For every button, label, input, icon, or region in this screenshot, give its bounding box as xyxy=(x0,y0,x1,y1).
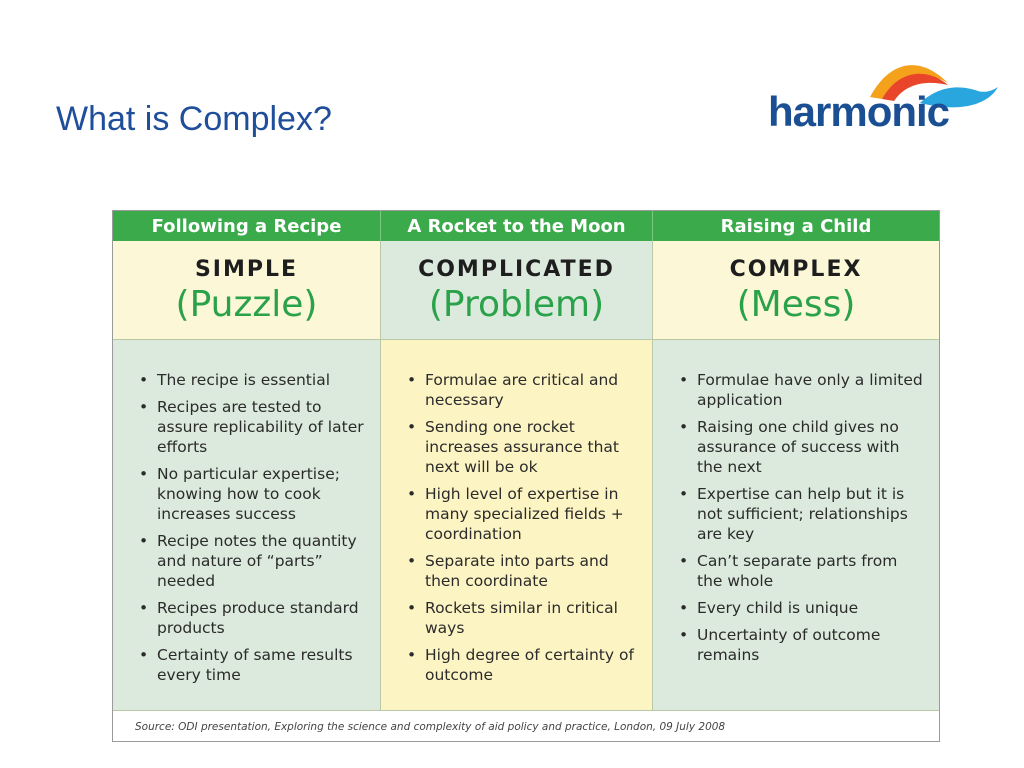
list-item: • Uncertainty of outcome remains xyxy=(677,625,925,665)
body-row xyxy=(113,340,939,710)
logo-wordmark: harmonic xyxy=(768,88,950,135)
list-item: • Formulae have only a limited application xyxy=(677,370,925,410)
type-name: COMPLICATED xyxy=(418,257,615,282)
list-item: • Expertise can help but it is not sufficient; relationships are key xyxy=(677,484,925,544)
list-item: • Rockets similar in critical ways xyxy=(405,598,638,638)
type-subtitle: (Problem) xyxy=(428,284,605,325)
type-row xyxy=(113,241,939,340)
type-cell-complex xyxy=(653,241,939,339)
list-item: • Formulae are critical and necessary xyxy=(405,370,638,410)
body-cell-complex xyxy=(653,340,939,710)
list-item: • Can’t separate parts from the whole xyxy=(677,551,925,591)
type-subtitle: (Mess) xyxy=(736,284,856,325)
list-item: • Recipes are tested to assure replicability of later efforts xyxy=(137,397,366,457)
type-cell-simple xyxy=(113,241,381,339)
table-header-row xyxy=(113,211,939,241)
list-item: • Recipe notes the quantity and nature of “parts” needed xyxy=(137,531,366,591)
list-item: • Raising one child gives no assurance of success with the next xyxy=(677,417,925,477)
body-cell-simple xyxy=(113,340,381,710)
slide-title: What is Complex? xyxy=(56,100,332,138)
list-item: • Separate into parts and then coordinate xyxy=(405,551,638,591)
list-item: • The recipe is essential xyxy=(137,370,366,390)
source-note: Source: ODI presentation, Exploring the science and complexity of aid policy and practice, London, 09 July 2008 xyxy=(113,710,939,742)
list-item: • Sending one rocket increases assurance that next will be ok xyxy=(405,417,638,477)
bullet-list xyxy=(405,370,638,685)
bullet-list xyxy=(677,370,925,665)
type-subtitle: (Puzzle) xyxy=(175,284,318,325)
body-cell-complicated xyxy=(381,340,653,710)
list-item: • No particular expertise; knowing how to cook increases success xyxy=(137,464,366,524)
comparison-table xyxy=(112,210,940,742)
list-item: • Recipes produce standard products xyxy=(137,598,366,638)
list-item: • High level of expertise in many specialized fields + coordination xyxy=(405,484,638,544)
bullet-list xyxy=(137,370,366,685)
type-cell-complicated xyxy=(381,241,653,339)
header-child: Raising a Child xyxy=(720,215,872,237)
list-item: • Certainty of same results every time xyxy=(137,645,366,685)
harmonic-logo xyxy=(768,55,1003,140)
list-item: • Every child is unique xyxy=(677,598,925,618)
type-name: COMPLEX xyxy=(729,257,863,282)
header-rocket: A Rocket to the Moon xyxy=(381,211,653,241)
header-recipe: Following a Recipe xyxy=(113,211,381,241)
list-item: • High degree of certainty of outcome xyxy=(405,645,638,685)
type-name: SIMPLE xyxy=(194,257,299,282)
